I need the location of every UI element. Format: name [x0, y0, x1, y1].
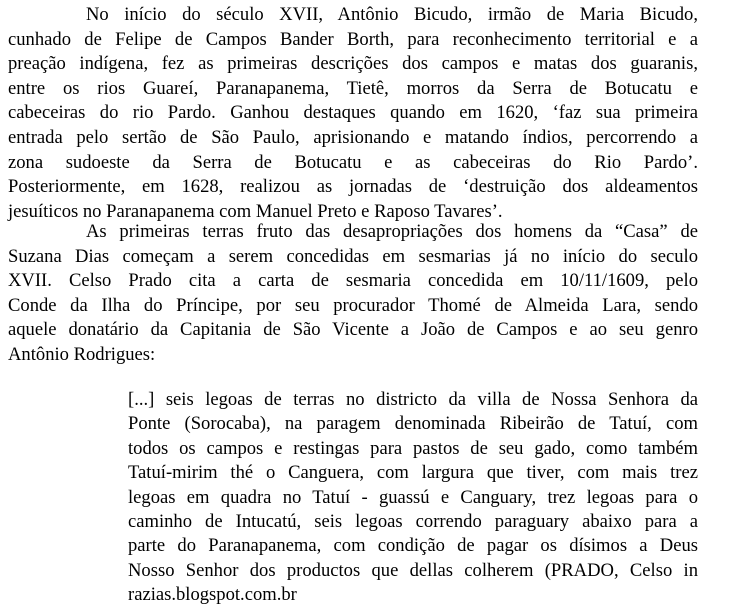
- quote-line: todos os campos e restingas para pastos de seu gado, como também: [128, 437, 698, 459]
- paragraph-line: Posteriormente, em 1628, realizou as jornadas de ‘destruição dos aldeamentos: [8, 176, 698, 198]
- quote-line: [...] seis legoas de terras no districto da villa de Nossa Senhora da: [128, 389, 698, 410]
- quote-line: legoas em quadra no Tatuí - guassú e Canguary, trez legoas para o: [128, 486, 698, 508]
- quote-line: Tatuí-mirim thé o Canguera, com largura que tiver, com mais trez: [128, 462, 698, 484]
- block-quote: [128, 388, 698, 608]
- paragraph-line: cunhado de Felipe de Campos Bander Borth, para reconhecimento territorial e a: [8, 28, 698, 50]
- paragraph-line: Suzana Dias começam a serem concedidas em sesmarias já no início do seculo: [8, 245, 698, 267]
- paragraph-line: cabeceiras do rio Pardo. Ganhou destaques quando em 1620, ‘faz sua primeira: [8, 102, 698, 124]
- quote-line: razias.blogspot.com.br: [128, 584, 297, 606]
- quote-line: Nosso Senhor dos productos que dellas colherem (PRADO, Celso in: [128, 559, 698, 581]
- paragraph-line: Conde da Ilha do Príncipe, por seu procurador Thomé de Almeida Lara, sendo: [8, 294, 698, 316]
- paragraph-line: Antônio Rodrigues:: [8, 343, 156, 365]
- paragraph-line: aquele donatário da Capitania de São Vicente a João de Campos e ao seu genro: [8, 319, 698, 341]
- paragraph-line: entrada pelo sertão de São Paulo, aprisionando e matando índios, percorrendo a: [8, 126, 698, 148]
- paragraph-line: jesuíticos no Paranapanema com Manuel Preto e Raposo Tavares’.: [8, 200, 503, 222]
- paragraph-antonio-bicudo: [8, 3, 698, 224]
- paragraph-line: zona sudoeste da Serra de Botucatu e as cabeceiras do Rio Pardo’.: [8, 151, 698, 173]
- paragraph-line: As primeiras terras fruto das desapropriações dos homens da “Casa” de: [86, 221, 698, 242]
- paragraph-line: preação indígena, fez as primeiras descrições dos campos e matas dos guaranis,: [8, 53, 698, 75]
- paragraph-line: XVII. Celso Prado cita a carta de sesmaria concedida em 10/11/1609, pelo: [8, 270, 698, 292]
- quote-line: caminho de Intucatú, seis legoas correndo paraguary abaixo para a: [128, 511, 698, 533]
- quote-line: parte do Paranapanema, com condição de pagar os dísimos a Deus: [128, 535, 698, 557]
- quote-line: Ponte (Sorocaba), na paragem denominada Ribeirão de Tatuí, com: [128, 413, 698, 435]
- paragraph-line: No início do século XVII, Antônio Bicudo, irmão de Maria Bicudo,: [86, 4, 698, 25]
- paragraph-line: entre os rios Guareí, Paranapanema, Tietê, morros da Serra de Botucatu e: [8, 77, 698, 99]
- paragraph-sesmarias: [8, 220, 698, 368]
